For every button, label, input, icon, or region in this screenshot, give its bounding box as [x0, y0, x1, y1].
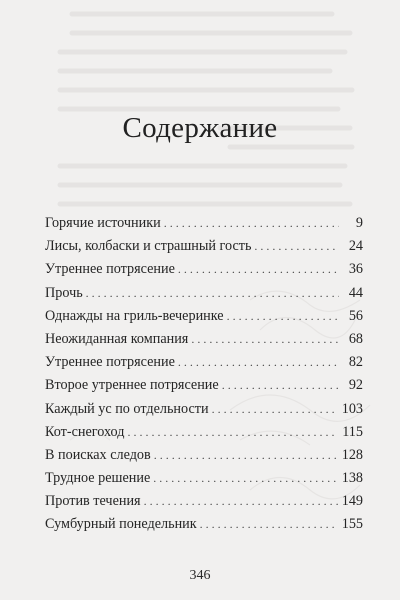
contents-entry-page: 103 [341, 400, 363, 417]
contents-entry-page: 44 [348, 284, 363, 301]
contents-entry-title: Каждый ус по отдельности [45, 400, 209, 417]
contents-entry-title: Против течения [45, 493, 141, 510]
contents-entry-title: Утреннее потрясение [45, 354, 175, 371]
dot-leader [222, 374, 339, 397]
contents-entry [45, 235, 363, 258]
table-of-contents [45, 212, 363, 537]
contents-entry-page: 92 [348, 377, 363, 394]
contents-entry-title: В поисках следов [45, 446, 151, 463]
dot-leader [86, 282, 339, 305]
dot-leader [200, 513, 338, 536]
contents-entry-title: Лисы, колбаски и страшный гость [45, 238, 252, 255]
contents-entry [45, 490, 363, 513]
contents-entry-title: Второе утреннее потрясение [45, 377, 219, 394]
contents-entry-page: 155 [341, 516, 363, 533]
contents-entry [45, 467, 363, 490]
contents-entry [45, 444, 363, 467]
contents-entry-page: 128 [341, 446, 363, 463]
dot-leader [178, 351, 339, 374]
contents-entry-page: 138 [341, 470, 363, 487]
contents-entry [45, 305, 363, 328]
dot-leader [153, 467, 337, 490]
contents-entry-title: Неожиданная компания [45, 330, 189, 347]
contents-entry-title: Горячие источники [45, 215, 161, 231]
contents-entry-title: Кот-снегоход [45, 423, 125, 440]
dot-leader [154, 444, 338, 467]
dot-leader [191, 328, 339, 351]
contents-entry-page: 149 [341, 493, 363, 510]
dot-leader [178, 258, 339, 281]
contents-entry-title: Трудное решение [45, 470, 151, 487]
contents-entry [45, 374, 363, 397]
contents-entry [45, 398, 363, 421]
contents-entry [45, 351, 363, 374]
dot-leader [144, 490, 338, 513]
dot-leader [254, 235, 339, 258]
contents-entry-page: 9 [355, 215, 363, 231]
dot-leader [212, 398, 338, 421]
contents-entry-page: 56 [348, 307, 363, 324]
contents-entry [45, 513, 363, 536]
contents-entry-page: 82 [348, 354, 363, 371]
contents-entry [45, 282, 363, 305]
dot-leader [127, 421, 338, 444]
contents-entry [45, 258, 363, 281]
page-number: 346 [189, 568, 211, 583]
contents-entry [45, 421, 363, 444]
contents-entry-page: 115 [342, 423, 363, 440]
contents-entry-page: 24 [348, 238, 363, 255]
contents-entry-title: Сумбурный понедельник [45, 516, 197, 533]
contents-heading: Содержание [122, 112, 278, 144]
contents-entry-title: Утреннее потрясение [45, 261, 175, 278]
contents-entry-title: Прочь [45, 284, 83, 301]
contents-entry [45, 328, 363, 351]
dot-leader [227, 305, 339, 328]
contents-entry-title: Однажды на гриль-вечеринке [45, 307, 224, 324]
dot-leader [164, 212, 339, 235]
contents-entry-page: 36 [348, 261, 363, 278]
contents-entry-page: 68 [348, 330, 363, 347]
contents-entry [45, 212, 363, 235]
